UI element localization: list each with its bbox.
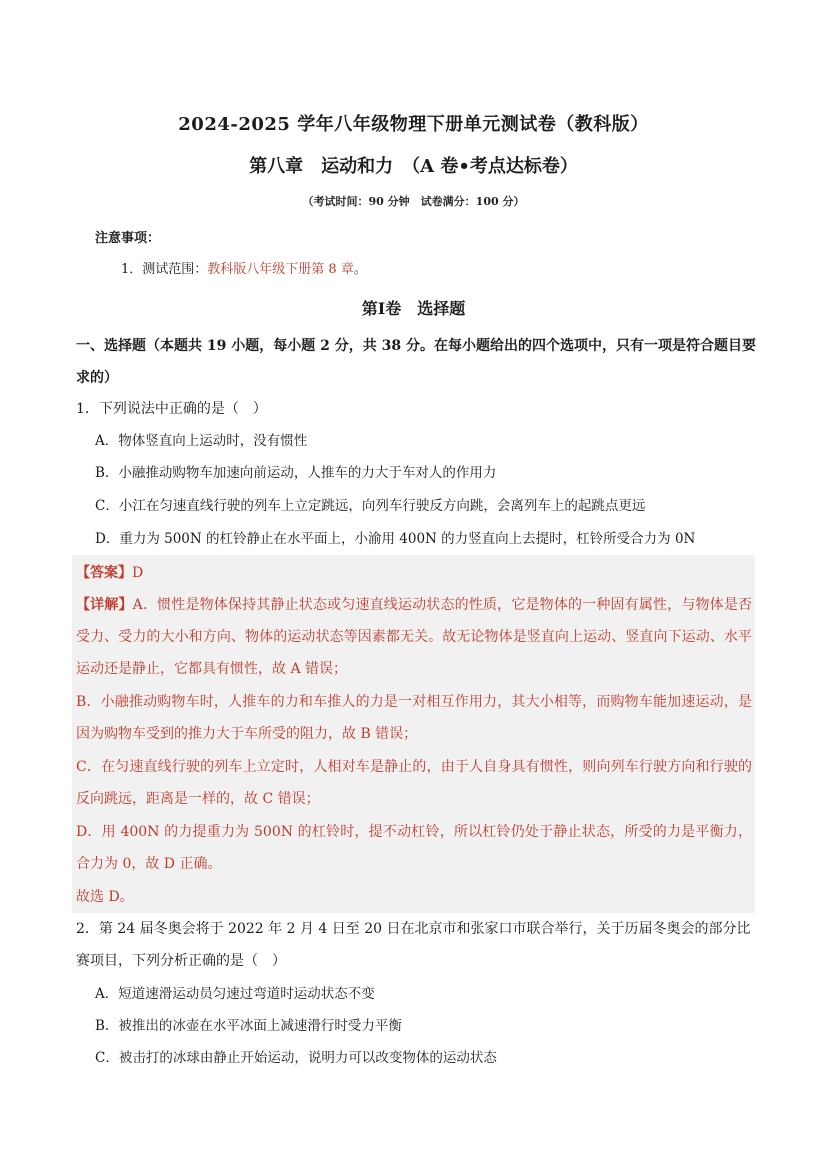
exam-info: （考试时间：90 分钟 试卷满分：100 分） [302, 195, 525, 208]
question-1-stem: 1．下列说法中正确的是（ ） [76, 401, 267, 417]
question-1-option-d: D．重力为 500N 的杠铃静止在水平面上，小渝用 400N 的力竖直向上去提时，杠铃所受合力为 0N [95, 531, 696, 547]
answer-label: 【答案】 [76, 565, 132, 581]
question-2-option-a: A．短道速滑运动员匀速过弯道时运动状态不变 [95, 986, 375, 1002]
question-2-option-b: B．被推出的冰壶在水平冰面上减速滑行时受力平衡 [95, 1018, 402, 1034]
part-description: 一、选择题（本题共 19 小题，每小题 2 分，共 38 分。在每小题给出的四个选项中，只有一项是符合题目要求的） [76, 338, 756, 386]
notice-item-scope: 教科版八年级下册第 8 章 [207, 262, 354, 277]
question-1-option-b: B．小融推动购物车加速向前运动，人推车的力大于车对人的作用力 [95, 465, 497, 481]
chapter-subtitle: 第八章 运动和力 （A 卷•考点达标卷） [249, 156, 578, 177]
detail-d: D．用 400N 的力提重力为 500N 的杠铃时，提不动杠铃，所以杠铃仍处于静止状态，所受的力是平衡力，合力为 0，故 D 正确。 [76, 824, 752, 872]
question-1-option-c: C．小江在匀速直线行驶的列车上立定跳远，向列车行驶反方向跳，会离列车上的起跳点更远 [95, 498, 646, 514]
notice-item [121, 258, 367, 277]
answer-value: D [132, 565, 144, 581]
detail-label: 【详解】 [76, 597, 133, 613]
detail-a [76, 589, 752, 685]
notice-item-prefix: 1．测试范围： [121, 262, 208, 277]
section-heading: 第Ⅰ卷 选择题 [361, 299, 466, 318]
notice-item-suffix: 。 [353, 262, 367, 277]
question-2-stem: 2．第 24 届冬奥会将于 2022 年 2 月 4 日至 20 日在北京市和张家口市联合举行，关于历届冬奥会的部分比赛项目，下列分析正确的是（ ） [76, 921, 751, 969]
page-title: 2024-2025 学年八年级物理下册单元测试卷（教科版） [178, 114, 649, 135]
notice-heading: 注意事项： [95, 231, 161, 246]
detail-b: B．小融推动购物车时，人推车的力和车推人的力是一对相互作用力，其大小相等，而购物车能加速运动，是因为购物车受到的推力大于车所受的阻力，故 B 错误； [76, 694, 752, 742]
question-2-option-c: C．被击打的冰球由静止开始运动，说明力可以改变物体的运动状态 [95, 1050, 497, 1066]
detail-a-text: A．惯性是物体保持其静止状态或匀速直线运动状态的性质，它是物体的一种固有属性，与物体是否受力、受力的大小和方向、物体的运动状态等因素都无关。故无论物体是竖直向上运动、竖直向下运动、水平运动还是静止，它都具有惯性，故 A 错误； [76, 597, 752, 677]
answer-line [76, 557, 752, 589]
question-1-option-a: A．物体竖直向上运动时，没有惯性 [95, 433, 308, 449]
conclusion: 故选 D。 [76, 889, 134, 905]
detail-c: C．在匀速直线行驶的列车上立定时，人相对车是静止的，由于人自身具有惯性，则向列车行驶方向和行驶的反向跳远，距离是一样的，故 C 错误； [76, 759, 752, 807]
